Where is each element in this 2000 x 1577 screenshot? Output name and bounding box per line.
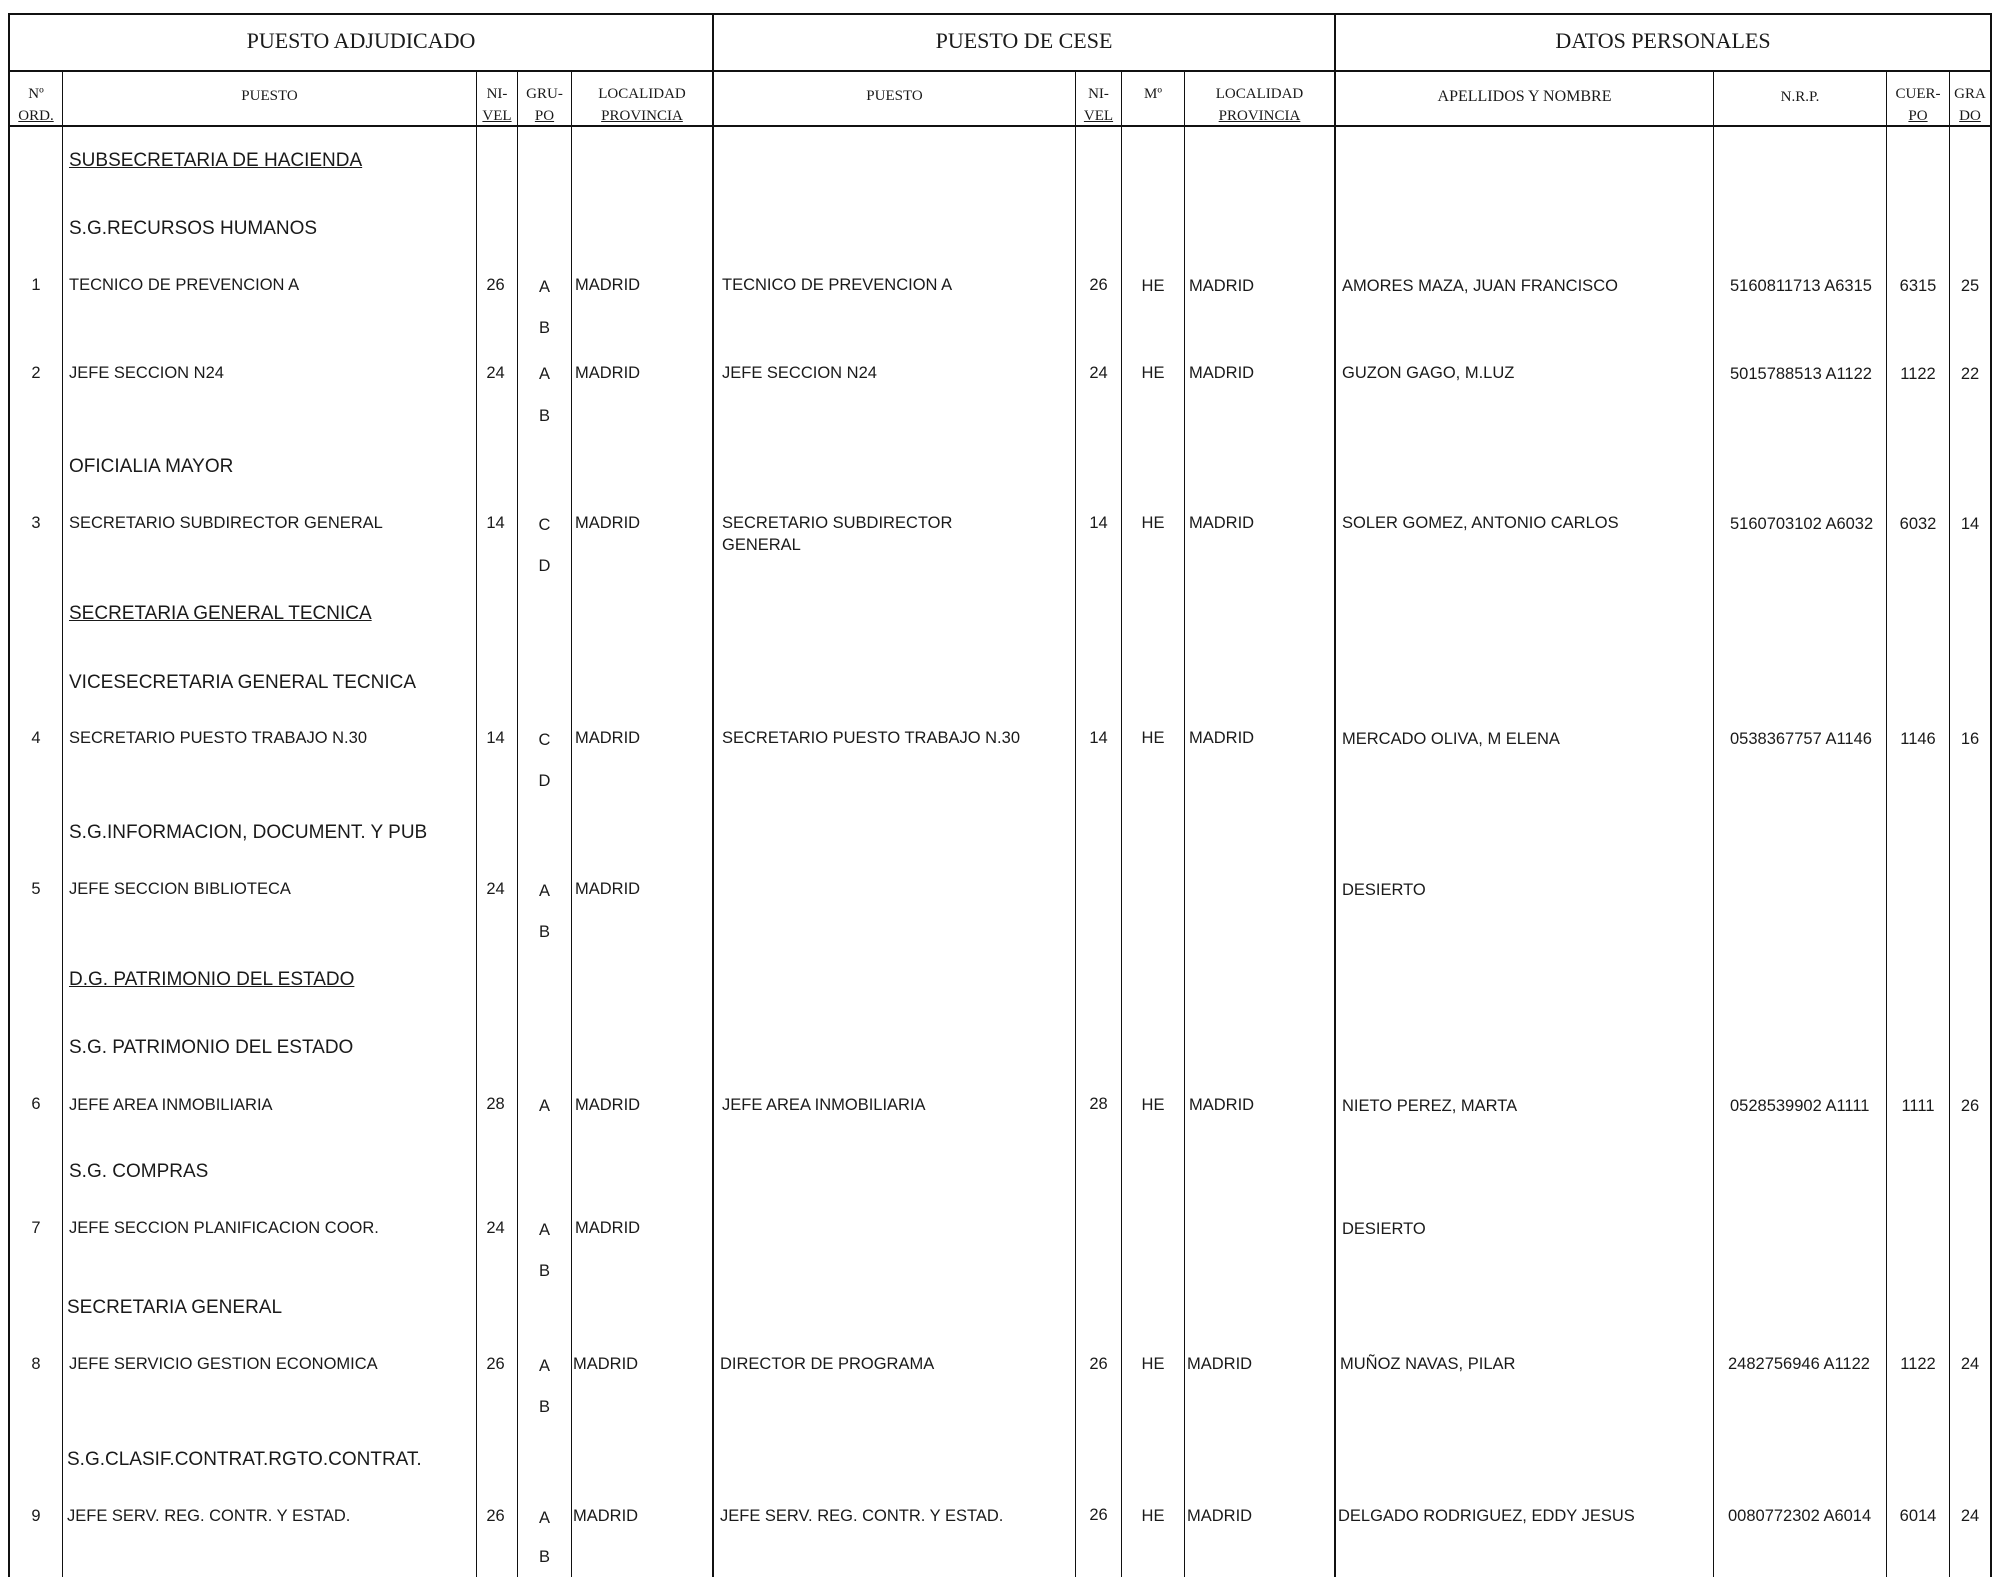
row-localidad: MADRID (575, 1096, 641, 1114)
row-cese-puesto: SECRETARIO PUESTO TRABAJO N.30 (722, 729, 1020, 747)
row-ministerio: HE (1141, 1355, 1165, 1373)
row-grado: 14 (1960, 515, 1980, 533)
section-title: SUBSECRETARIA DE HACIENDA (69, 150, 363, 171)
row-grupo-1: A (538, 1357, 550, 1375)
col-header-grupo-line2: PO (534, 108, 555, 124)
col-line (1075, 72, 1076, 1577)
row-nombre: GUZON GAGO, M.LUZ (1342, 364, 1515, 382)
row-cese-localidad: MADRID (1189, 364, 1255, 382)
row-cese-puesto: DIRECTOR DE PROGRAMA (720, 1355, 935, 1373)
row-grupo-1: A (538, 882, 550, 900)
row-nrp: 0528539902 A1111 (1730, 1097, 1870, 1115)
row-ministerio: HE (1141, 514, 1165, 532)
col-header-cuerpo-line2: PO (1908, 108, 1928, 124)
row-grupo-1: C (538, 731, 551, 749)
row-nivel: 28 (486, 1095, 505, 1113)
row-nrp: 5160811713 A6315 (1730, 277, 1872, 295)
row-nivel: 26 (486, 1355, 505, 1373)
col-header-cese-nivel-line1: NI- (1088, 86, 1109, 102)
row-nombre: AMORES MAZA, JUAN FRANCISCO (1342, 277, 1618, 295)
col-line (1886, 72, 1887, 1577)
col-line (1713, 72, 1714, 1577)
row-grado: 26 (1960, 1097, 1980, 1115)
row-cese-localidad: MADRID (1189, 729, 1255, 747)
row-nrp: 0080772302 A6014 (1728, 1507, 1872, 1525)
row-localidad: MADRID (575, 880, 641, 898)
row-nombre: DELGADO RODRIGUEZ, EDDY JESUS (1338, 1507, 1635, 1525)
row-nivel: 26 (486, 1507, 505, 1525)
row-cuerpo: 1122 (1900, 365, 1936, 383)
col-header-nivel-line1: NI- (486, 86, 508, 102)
row-nivel: 14 (486, 514, 505, 532)
col-header-cese-nivel (1076, 86, 1121, 124)
col-header-n-ord (10, 86, 62, 124)
col-header-apellidos: APELLIDOS Y NOMBRE (1437, 88, 1612, 105)
section-title: S.G. COMPRAS (69, 1161, 209, 1182)
row-number: 5 (31, 880, 41, 898)
col-header-cese-localidad-line1: LOCALIDAD (1215, 86, 1304, 102)
row-grupo-2: B (538, 1548, 550, 1566)
col-header-cuerpo (1887, 86, 1949, 124)
row-nivel: 24 (486, 880, 505, 898)
column-header-divider (8, 125, 1992, 127)
top-border (8, 13, 1992, 15)
row-puesto: SECRETARIO PUESTO TRABAJO N.30 (69, 729, 367, 747)
row-cese-nivel: 26 (1089, 1355, 1108, 1373)
row-nrp: 5160703102 A6032 (1730, 515, 1874, 533)
col-header-localidad (572, 86, 712, 124)
row-cese-localidad: MADRID (1187, 1355, 1253, 1373)
row-number: 7 (31, 1219, 41, 1237)
row-grupo-2: B (538, 407, 550, 425)
row-cese-nivel: 28 (1089, 1095, 1108, 1113)
row-grado: 25 (1960, 277, 1980, 295)
row-grupo-1: A (538, 278, 550, 296)
row-cuerpo: 1146 (1900, 730, 1936, 748)
row-grado: 16 (1960, 730, 1980, 748)
row-localidad: MADRID (575, 729, 641, 747)
col-header-grado-line1: GRA (1954, 86, 1986, 102)
row-cese-localidad: MADRID (1189, 277, 1255, 295)
col-header-cese-localidad-line2: PROVINCIA (1218, 108, 1301, 124)
row-grado: 24 (1960, 1507, 1980, 1525)
row-nivel: 24 (486, 364, 505, 382)
row-cese-nivel: 14 (1089, 729, 1108, 747)
col-header-ministerio: Mº (1144, 86, 1162, 102)
row-nombre: DESIERTO (1342, 1220, 1426, 1238)
row-localidad: MADRID (573, 1355, 639, 1373)
row-cuerpo: 1122 (1900, 1355, 1936, 1373)
row-nombre: SOLER GOMEZ, ANTONIO CARLOS (1342, 514, 1619, 532)
col-header-nivel (477, 86, 517, 124)
header-puesto-de-cese: PUESTO DE CESE (935, 28, 1113, 53)
col-header-grupo (518, 86, 571, 124)
row-puesto: JEFE SERV. REG. CONTR. Y ESTAD. (67, 1507, 351, 1525)
row-ministerio: HE (1141, 277, 1165, 295)
row-puesto: JEFE AREA INMOBILIARIA (69, 1096, 273, 1114)
row-cuerpo: 6315 (1899, 277, 1937, 295)
row-nombre: DESIERTO (1342, 881, 1426, 899)
section-title: SECRETARIA GENERAL (67, 1297, 283, 1318)
col-header-n-ord-line2: ORD. (18, 108, 54, 124)
row-grupo-2: B (538, 1398, 550, 1416)
col-header-grupo-line1: GRU- (526, 86, 563, 102)
col-header-localidad-line2: PROVINCIA (601, 108, 683, 124)
right-border (1990, 13, 1992, 1577)
group-divider-2 (1334, 13, 1336, 1577)
col-line (1949, 72, 1950, 1577)
row-grupo-1: A (538, 1097, 550, 1115)
row-cese-puesto: JEFE SERV. REG. CONTR. Y ESTAD. (720, 1507, 1004, 1525)
col-header-cuerpo-line1: CUER- (1895, 86, 1941, 102)
col-header-grado (1950, 86, 1990, 124)
col-header-cese-puesto: PUESTO (866, 88, 923, 104)
row-ministerio: HE (1141, 729, 1165, 747)
row-localidad: MADRID (575, 1219, 641, 1237)
col-line (476, 72, 477, 1577)
row-grupo-1: A (538, 1221, 550, 1239)
row-cese-puesto: JEFE AREA INMOBILIARIA (722, 1096, 926, 1114)
row-grado: 22 (1960, 365, 1980, 383)
row-cese-nivel: 26 (1089, 276, 1108, 294)
col-header-puesto: PUESTO (241, 88, 298, 104)
col-header-cese-localidad (1185, 86, 1334, 124)
section-title: S.G.CLASIF.CONTRAT.RGTO.CONTRAT. (67, 1449, 422, 1470)
row-grupo-2: D (538, 557, 551, 575)
row-number: 1 (31, 276, 41, 294)
col-header-cese-nivel-line2: VEL (1083, 108, 1114, 124)
col-header-grado-line2: DO (1959, 108, 1981, 124)
col-line (1121, 72, 1122, 1577)
header-datos-personales: DATOS PERSONALES (1555, 28, 1771, 53)
section-title: SECRETARIA GENERAL TECNICA (69, 603, 372, 624)
row-ministerio: HE (1141, 1507, 1165, 1525)
row-nivel: 24 (486, 1219, 505, 1237)
row-grupo-1: A (538, 1509, 550, 1527)
row-grupo-2: D (538, 772, 551, 790)
row-puesto: JEFE SECCION BIBLIOTECA (69, 880, 291, 898)
row-cese-puesto: SECRETARIO SUBDIRECTOR (722, 514, 953, 532)
row-grado: 24 (1960, 1355, 1980, 1373)
row-number: 2 (31, 364, 41, 382)
row-grupo-2: B (538, 319, 550, 337)
row-nombre: NIETO PEREZ, MARTA (1342, 1097, 1518, 1115)
col-line (62, 72, 63, 1577)
row-grupo-2: B (538, 923, 550, 941)
group-divider-1 (712, 13, 714, 1577)
col-header-nivel-line2: VEL (482, 108, 512, 124)
row-grupo-2: B (538, 1262, 550, 1280)
row-nivel: 14 (486, 729, 505, 747)
col-line (1184, 72, 1185, 1577)
row-cuerpo: 1111 (1901, 1097, 1935, 1115)
row-nombre: MUÑOZ NAVAS, PILAR (1340, 1355, 1516, 1373)
col-header-nrp: N.R.P. (1780, 89, 1820, 105)
row-cese-nivel: 14 (1089, 514, 1108, 532)
section-title: D.G. PATRIMONIO DEL ESTADO (69, 969, 355, 990)
row-cese-localidad: MADRID (1189, 514, 1255, 532)
row-cuerpo: 6014 (1899, 1507, 1937, 1525)
row-number: 4 (31, 729, 41, 747)
row-cese-nivel: 26 (1089, 1506, 1108, 1524)
row-number: 3 (31, 514, 41, 532)
row-nivel: 26 (486, 276, 505, 294)
row-puesto: JEFE SECCION PLANIFICACION COOR. (69, 1219, 379, 1237)
row-cese-localidad: MADRID (1189, 1096, 1255, 1114)
row-cese-puesto-line2: GENERAL (722, 536, 801, 554)
header-divider (8, 70, 1992, 72)
row-nrp: 5015788513 A1122 (1730, 365, 1872, 383)
row-number: 6 (31, 1095, 41, 1113)
col-header-n-ord-line1: Nº (28, 86, 44, 102)
row-grupo-1: A (538, 365, 550, 383)
header-puesto-adjudicado: PUESTO ADJUDICADO (246, 28, 476, 53)
row-puesto: JEFE SECCION N24 (69, 364, 224, 382)
row-cese-nivel: 24 (1089, 364, 1108, 382)
col-line (571, 72, 572, 1577)
section-title: S.G. PATRIMONIO DEL ESTADO (69, 1037, 354, 1058)
row-grupo-1: C (538, 516, 551, 534)
row-cese-localidad: MADRID (1187, 1507, 1253, 1525)
row-number: 9 (31, 1507, 41, 1525)
row-localidad: MADRID (575, 514, 641, 532)
row-puesto: SECRETARIO SUBDIRECTOR GENERAL (69, 514, 383, 532)
left-border (8, 13, 10, 1577)
row-cese-puesto: JEFE SECCION N24 (722, 364, 877, 382)
section-title: S.G.INFORMACION, DOCUMENT. Y PUB (69, 822, 428, 843)
col-header-localidad-line1: LOCALIDAD (598, 86, 686, 102)
row-localidad: MADRID (575, 276, 641, 294)
row-ministerio: HE (1141, 364, 1165, 382)
row-puesto: TECNICO DE PREVENCION A (69, 276, 300, 294)
row-nrp: 0538367757 A1146 (1730, 730, 1872, 748)
row-cese-puesto: TECNICO DE PREVENCION A (722, 276, 953, 294)
row-ministerio: HE (1141, 1096, 1165, 1114)
row-nombre: MERCADO OLIVA, M ELENA (1342, 730, 1560, 748)
section-title: OFICIALIA MAYOR (69, 456, 234, 477)
col-line (517, 72, 518, 1577)
row-nrp: 2482756946 A1122 (1728, 1355, 1870, 1373)
row-puesto: JEFE SERVICIO GESTION ECONOMICA (69, 1355, 378, 1373)
section-title: S.G.RECURSOS HUMANOS (69, 218, 318, 239)
row-localidad: MADRID (573, 1507, 639, 1525)
row-number: 8 (31, 1355, 41, 1373)
row-localidad: MADRID (575, 364, 641, 382)
section-title: VICESECRETARIA GENERAL TECNICA (69, 672, 417, 693)
row-cuerpo: 6032 (1899, 515, 1937, 533)
